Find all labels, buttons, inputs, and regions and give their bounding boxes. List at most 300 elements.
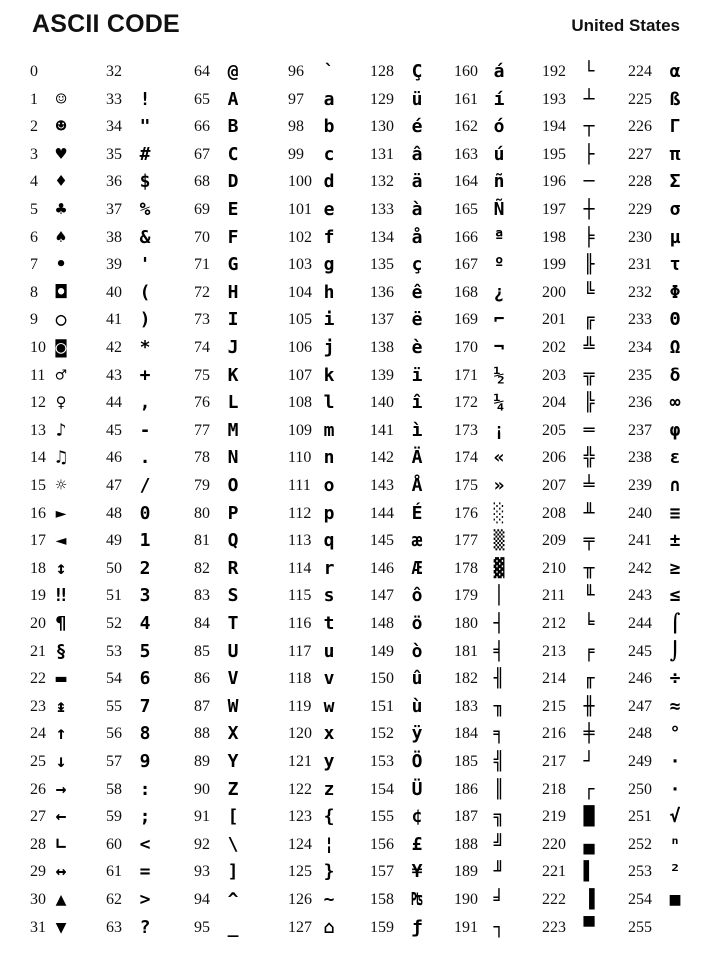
ascii-code-number: 176 bbox=[454, 504, 478, 522]
ascii-code-number: 113 bbox=[288, 532, 312, 550]
ascii-glyph: ♦ bbox=[55, 171, 67, 193]
ascii-code-number: 53 bbox=[106, 642, 122, 660]
ascii-glyph: v bbox=[323, 668, 335, 690]
ascii-glyph: : bbox=[139, 778, 151, 800]
ascii-code-number: 168 bbox=[454, 283, 478, 301]
ascii-code-number: 43 bbox=[106, 366, 122, 384]
ascii-code-number: 16 bbox=[30, 504, 46, 522]
ascii-code-number: 135 bbox=[370, 256, 394, 274]
ascii-glyph: ± bbox=[669, 530, 681, 552]
ascii-glyph: ░ bbox=[493, 502, 505, 524]
ascii-glyph: á bbox=[493, 61, 505, 82]
ascii-glyph: ≤ bbox=[669, 585, 681, 607]
ascii-glyph: ═ bbox=[583, 419, 595, 441]
ascii-code-number: 203 bbox=[542, 366, 566, 384]
ascii-glyph: ╕ bbox=[493, 723, 505, 745]
ascii-glyph: h bbox=[323, 281, 335, 303]
ascii-glyph: Θ bbox=[669, 309, 681, 331]
ascii-code-number: 217 bbox=[542, 753, 566, 770]
ascii-glyph: µ bbox=[669, 226, 681, 248]
ascii-code-number: 184 bbox=[454, 725, 478, 743]
ascii-glyph: « bbox=[493, 447, 505, 469]
ascii-glyph: ┘ bbox=[583, 751, 595, 772]
ascii-code-number: 236 bbox=[628, 394, 652, 412]
ascii-glyph: ÷ bbox=[669, 668, 681, 690]
ascii-glyph: ╤ bbox=[583, 530, 595, 552]
ascii-glyph: ╞ bbox=[583, 226, 595, 248]
ascii-code-number: 162 bbox=[454, 118, 478, 136]
ascii-glyph: I bbox=[227, 309, 239, 331]
ascii-code-number: 240 bbox=[628, 504, 652, 522]
ascii-code-number: 80 bbox=[194, 504, 210, 522]
ascii-code-number: 2 bbox=[30, 118, 38, 136]
ascii-glyph: . bbox=[139, 447, 151, 469]
ascii-glyph: 2 bbox=[139, 557, 151, 579]
ascii-code-number: 103 bbox=[288, 256, 312, 274]
ascii-code-number: 127 bbox=[288, 918, 312, 936]
ascii-code-number: 61 bbox=[106, 863, 122, 881]
ascii-code-number: 39 bbox=[106, 256, 122, 274]
ascii-code-number: 13 bbox=[30, 421, 46, 439]
ascii-glyph: ╔ bbox=[583, 309, 595, 331]
ascii-glyph: U bbox=[227, 640, 239, 662]
ascii-glyph: 7 bbox=[139, 695, 151, 717]
ascii-code-number: 155 bbox=[370, 808, 394, 826]
ascii-glyph: ► bbox=[55, 502, 67, 524]
ascii-code-number: 175 bbox=[454, 477, 478, 494]
ascii-code-number: 227 bbox=[628, 145, 652, 163]
ascii-glyph: ╝ bbox=[493, 833, 505, 855]
ascii-code-number: 62 bbox=[106, 891, 122, 908]
ascii-glyph: · bbox=[669, 751, 681, 772]
ascii-code-number: 49 bbox=[106, 532, 122, 550]
ascii-code-number: 250 bbox=[628, 780, 652, 798]
ascii-code-number: 145 bbox=[370, 532, 394, 550]
ascii-code-number: 52 bbox=[106, 615, 122, 632]
ascii-glyph: * bbox=[139, 337, 151, 358]
ascii-code-number: 252 bbox=[628, 835, 652, 853]
ascii-glyph: n bbox=[323, 447, 335, 469]
ascii-code-number: 197 bbox=[542, 201, 566, 218]
ascii-code-number: 214 bbox=[542, 670, 566, 688]
ascii-glyph: P bbox=[227, 502, 239, 524]
ascii-glyph: ≡ bbox=[669, 502, 681, 524]
ascii-glyph: ù bbox=[411, 695, 423, 717]
ascii-code-number: 208 bbox=[542, 504, 566, 522]
ascii-code-number: 67 bbox=[194, 145, 210, 163]
ascii-glyph: ╛ bbox=[493, 889, 505, 910]
ascii-glyph: V bbox=[227, 668, 239, 690]
ascii-code-number: 255 bbox=[628, 918, 652, 936]
ascii-glyph: ╟ bbox=[583, 254, 595, 276]
ascii-code-number: 33 bbox=[106, 90, 122, 108]
ascii-glyph: 5 bbox=[139, 640, 151, 662]
ascii-code-number: 109 bbox=[288, 421, 312, 439]
page-title: ASCII CODE bbox=[32, 10, 180, 38]
ascii-code-number: 187 bbox=[454, 808, 478, 826]
ascii-code-number: 110 bbox=[288, 449, 312, 467]
ascii-glyph: [ bbox=[227, 806, 239, 828]
ascii-code-number: 230 bbox=[628, 228, 652, 246]
ascii-glyph: • bbox=[55, 254, 67, 276]
ascii-code-number: 14 bbox=[30, 449, 46, 467]
ascii-code-number: 179 bbox=[454, 587, 478, 605]
ascii-code-number: 180 bbox=[454, 615, 478, 632]
ascii-glyph: ♣ bbox=[55, 199, 67, 220]
ascii-code-number: 136 bbox=[370, 283, 394, 301]
ascii-code-number: 111 bbox=[288, 477, 311, 494]
ascii-glyph: ╣ bbox=[493, 751, 505, 772]
ascii-code-number: 242 bbox=[628, 559, 652, 577]
ascii-code-number: 20 bbox=[30, 615, 46, 632]
ascii-glyph: a bbox=[323, 88, 335, 110]
ascii-glyph: T bbox=[227, 613, 239, 634]
ascii-glyph: è bbox=[411, 337, 423, 358]
ascii-glyph: ï bbox=[411, 364, 423, 386]
ascii-glyph: ☻ bbox=[55, 116, 67, 138]
ascii-glyph: \ bbox=[227, 833, 239, 855]
ascii-code-number: 142 bbox=[370, 449, 394, 467]
ascii-glyph: q bbox=[323, 530, 335, 552]
ascii-code-number: 37 bbox=[106, 201, 122, 218]
ascii-glyph: ║ bbox=[493, 778, 505, 800]
ascii-code-number: 150 bbox=[370, 670, 394, 688]
ascii-code-number: 124 bbox=[288, 835, 312, 853]
ascii-glyph: ▐ bbox=[583, 889, 595, 910]
ascii-code-number: 190 bbox=[454, 891, 478, 908]
ascii-code-number: 118 bbox=[288, 670, 312, 688]
ascii-glyph: ö bbox=[411, 613, 423, 634]
ascii-code-number: 48 bbox=[106, 504, 122, 522]
ascii-code-number: 248 bbox=[628, 725, 652, 743]
ascii-code-number: 98 bbox=[288, 118, 304, 136]
ascii-code-number: 171 bbox=[454, 366, 478, 384]
ascii-glyph: } bbox=[323, 861, 335, 883]
ascii-glyph: ; bbox=[139, 806, 151, 828]
ascii-code-number: 121 bbox=[288, 753, 312, 770]
ascii-code-number: 143 bbox=[370, 477, 394, 494]
ascii-glyph: ┌ bbox=[583, 778, 595, 800]
ascii-code-number: 165 bbox=[454, 201, 478, 218]
ascii-glyph: 4 bbox=[139, 613, 151, 634]
ascii-code-number: 28 bbox=[30, 835, 46, 853]
ascii-code-number: 51 bbox=[106, 587, 122, 605]
ascii-glyph: + bbox=[139, 364, 151, 386]
ascii-glyph: Φ bbox=[669, 281, 681, 303]
ascii-code-number: 198 bbox=[542, 228, 566, 246]
ascii-glyph: ( bbox=[139, 281, 151, 303]
ascii-glyph: ■ bbox=[669, 889, 681, 910]
ascii-code-number: 224 bbox=[628, 63, 652, 80]
ascii-code-number: 0 bbox=[30, 63, 38, 80]
ascii-code-number: 97 bbox=[288, 90, 304, 108]
ascii-code-number: 196 bbox=[542, 173, 566, 191]
ascii-glyph: C bbox=[227, 143, 239, 165]
ascii-code-number: 12 bbox=[30, 394, 46, 412]
ascii-glyph: § bbox=[55, 640, 67, 662]
ascii-glyph: # bbox=[139, 143, 151, 165]
ascii-glyph: d bbox=[323, 171, 335, 193]
ascii-glyph: Ö bbox=[411, 751, 423, 772]
ascii-glyph: w bbox=[323, 695, 335, 717]
ascii-code-number: 189 bbox=[454, 863, 478, 881]
ascii-glyph: W bbox=[227, 695, 239, 717]
ascii-code-number: 10 bbox=[30, 339, 46, 356]
ascii-code-number: 182 bbox=[454, 670, 478, 688]
ascii-code-number: 194 bbox=[542, 118, 566, 136]
ascii-glyph: M bbox=[227, 419, 239, 441]
ascii-code-number: 164 bbox=[454, 173, 478, 191]
ascii-glyph: ¥ bbox=[411, 861, 423, 883]
ascii-glyph: ○ bbox=[55, 309, 67, 331]
ascii-code-number: 107 bbox=[288, 366, 312, 384]
ascii-code-number: 25 bbox=[30, 753, 46, 770]
ascii-glyph: → bbox=[55, 778, 67, 800]
ascii-code-number: 216 bbox=[542, 725, 566, 743]
ascii-glyph: p bbox=[323, 502, 335, 524]
ascii-code-number: 166 bbox=[454, 228, 478, 246]
ascii-code-number: 237 bbox=[628, 421, 652, 439]
ascii-glyph: ▼ bbox=[55, 916, 67, 938]
ascii-glyph: ╒ bbox=[583, 640, 595, 662]
ascii-code-number: 212 bbox=[542, 615, 566, 632]
ascii-glyph: @ bbox=[227, 61, 239, 82]
ascii-glyph: ½ bbox=[493, 364, 505, 386]
ascii-code-number: 246 bbox=[628, 670, 652, 688]
ascii-glyph: ╗ bbox=[493, 806, 505, 828]
ascii-glyph: ╩ bbox=[583, 337, 595, 358]
ascii-code-number: 202 bbox=[542, 339, 566, 356]
ascii-glyph: ☼ bbox=[55, 475, 67, 496]
ascii-code-number: 183 bbox=[454, 697, 478, 715]
ascii-glyph: ▄ bbox=[583, 833, 595, 855]
ascii-glyph: é bbox=[411, 116, 423, 138]
ascii-code-number: 34 bbox=[106, 118, 122, 136]
ascii-code-number: 19 bbox=[30, 587, 46, 605]
ascii-code-number: 130 bbox=[370, 118, 394, 136]
ascii-code-number: 201 bbox=[542, 311, 566, 329]
ascii-code-number: 44 bbox=[106, 394, 122, 412]
ascii-glyph: % bbox=[139, 199, 151, 220]
ascii-code-number: 223 bbox=[542, 918, 566, 936]
ascii-code-number: 173 bbox=[454, 421, 478, 439]
ascii-glyph: ë bbox=[411, 309, 423, 331]
ascii-glyph: ╫ bbox=[583, 695, 595, 717]
ascii-glyph: α bbox=[669, 61, 681, 82]
ascii-glyph: ì bbox=[411, 419, 423, 441]
ascii-code-number: 31 bbox=[30, 918, 46, 936]
ascii-code-number: 229 bbox=[628, 201, 652, 218]
ascii-code-number: 149 bbox=[370, 642, 394, 660]
ascii-code-number: 42 bbox=[106, 339, 122, 356]
ascii-glyph: ╪ bbox=[583, 723, 595, 745]
ascii-code-number: 167 bbox=[454, 256, 478, 274]
ascii-code-number: 151 bbox=[370, 697, 394, 715]
ascii-glyph: ╦ bbox=[583, 364, 595, 386]
ascii-code-number: 72 bbox=[194, 283, 210, 301]
ascii-code-number: 114 bbox=[288, 559, 312, 577]
ascii-code-number: 119 bbox=[288, 697, 312, 715]
ascii-code-number: 174 bbox=[454, 449, 478, 467]
ascii-glyph: í bbox=[493, 88, 505, 110]
ascii-glyph: ╖ bbox=[493, 695, 505, 717]
ascii-code-number: 87 bbox=[194, 697, 210, 715]
ascii-code-number: 56 bbox=[106, 725, 122, 743]
ascii-code-number: 210 bbox=[542, 559, 566, 577]
ascii-code-number: 75 bbox=[194, 366, 210, 384]
ascii-glyph: · bbox=[669, 778, 681, 800]
ascii-glyph: 8 bbox=[139, 723, 151, 745]
ascii-glyph: ¬ bbox=[493, 337, 505, 358]
ascii-code-number: 249 bbox=[628, 753, 652, 770]
ascii-code-number: 207 bbox=[542, 477, 566, 494]
ascii-glyph: ♫ bbox=[55, 447, 67, 469]
ascii-glyph: ↨ bbox=[55, 695, 67, 717]
ascii-code-number: 129 bbox=[370, 90, 394, 108]
ascii-code-number: 112 bbox=[288, 504, 312, 522]
ascii-code-number: 131 bbox=[370, 145, 394, 163]
ascii-glyph: 3 bbox=[139, 585, 151, 607]
ascii-code-number: 239 bbox=[628, 477, 652, 494]
ascii-code-number: 92 bbox=[194, 835, 210, 853]
ascii-glyph: { bbox=[323, 806, 335, 828]
ascii-glyph: o bbox=[323, 475, 335, 496]
ascii-glyph: º bbox=[493, 254, 505, 276]
ascii-glyph: D bbox=[227, 171, 239, 193]
ascii-glyph: ^ bbox=[227, 889, 239, 910]
ascii-glyph: y bbox=[323, 751, 335, 772]
ascii-code-number: 156 bbox=[370, 835, 394, 853]
ascii-code-number: 225 bbox=[628, 90, 652, 108]
ascii-glyph: ↕ bbox=[55, 557, 67, 579]
ascii-code-number: 84 bbox=[194, 615, 210, 632]
ascii-glyph: ┬ bbox=[583, 116, 595, 138]
ascii-code-number: 163 bbox=[454, 145, 478, 163]
ascii-code-number: 186 bbox=[454, 780, 478, 798]
ascii-code-number: 120 bbox=[288, 725, 312, 743]
ascii-glyph: ◘ bbox=[55, 281, 67, 303]
ascii-code-number: 104 bbox=[288, 283, 312, 301]
ascii-glyph: ┐ bbox=[493, 916, 505, 938]
ascii-code-number: 253 bbox=[628, 863, 652, 881]
ascii-glyph: g bbox=[323, 254, 335, 276]
ascii-glyph: ▬ bbox=[55, 668, 67, 690]
ascii-code-number: 30 bbox=[30, 891, 46, 908]
ascii-glyph: Æ bbox=[411, 557, 423, 579]
ascii-glyph: Ç bbox=[411, 61, 423, 82]
ascii-code-number: 93 bbox=[194, 863, 210, 881]
ascii-glyph: ╚ bbox=[583, 281, 595, 303]
ascii-glyph: ú bbox=[493, 143, 505, 165]
ascii-glyph: ₧ bbox=[411, 889, 423, 910]
ascii-code-number: 82 bbox=[194, 559, 210, 577]
ascii-glyph: ª bbox=[493, 226, 505, 248]
ascii-glyph: , bbox=[139, 392, 151, 414]
ascii-glyph: ¡ bbox=[493, 419, 505, 441]
ascii-code-number: 38 bbox=[106, 228, 122, 246]
ascii-code-number: 233 bbox=[628, 311, 652, 329]
ascii-code-number: 85 bbox=[194, 642, 210, 660]
ascii-glyph: ◄ bbox=[55, 530, 67, 552]
ascii-code-number: 21 bbox=[30, 642, 46, 660]
ascii-glyph: ÿ bbox=[411, 723, 423, 745]
ascii-glyph: ⌂ bbox=[323, 916, 335, 938]
ascii-glyph: ╠ bbox=[583, 392, 595, 414]
ascii-glyph: ← bbox=[55, 806, 67, 828]
ascii-glyph: < bbox=[139, 833, 151, 855]
ascii-code-number: 95 bbox=[194, 918, 210, 936]
ascii-glyph: ▀ bbox=[583, 916, 595, 938]
ascii-code-number: 133 bbox=[370, 201, 394, 218]
ascii-code-number: 235 bbox=[628, 366, 652, 384]
ascii-glyph: ▓ bbox=[493, 557, 505, 579]
ascii-glyph: σ bbox=[669, 199, 681, 220]
ascii-code-number: 117 bbox=[288, 642, 312, 660]
ascii-glyph: ╘ bbox=[583, 613, 595, 634]
ascii-glyph: O bbox=[227, 475, 239, 496]
ascii-glyph: ┴ bbox=[583, 88, 595, 110]
ascii-glyph: ƒ bbox=[411, 916, 423, 938]
ascii-code-number: 81 bbox=[194, 532, 210, 550]
ascii-code-number: 101 bbox=[288, 201, 312, 218]
ascii-code-number: 220 bbox=[542, 835, 566, 853]
ascii-glyph: N bbox=[227, 447, 239, 469]
ascii-glyph: ╡ bbox=[493, 640, 505, 662]
ascii-glyph: ▒ bbox=[493, 530, 505, 552]
ascii-code-number: 205 bbox=[542, 421, 566, 439]
ascii-code-number: 40 bbox=[106, 283, 122, 301]
ascii-glyph: ☺ bbox=[55, 88, 67, 110]
ascii-glyph: " bbox=[139, 116, 151, 138]
ascii-code-number: 238 bbox=[628, 449, 652, 467]
ascii-code-number: 88 bbox=[194, 725, 210, 743]
ascii-glyph: ↓ bbox=[55, 751, 67, 772]
ascii-code-number: 6 bbox=[30, 228, 38, 246]
ascii-glyph: ┤ bbox=[493, 613, 505, 634]
ascii-glyph: ♪ bbox=[55, 419, 67, 441]
ascii-code-number: 100 bbox=[288, 173, 312, 191]
ascii-glyph: z bbox=[323, 778, 335, 800]
ascii-glyph: ¢ bbox=[411, 806, 423, 828]
ascii-glyph: ╬ bbox=[583, 447, 595, 469]
ascii-glyph: F bbox=[227, 226, 239, 248]
ascii-code-number: 244 bbox=[628, 615, 652, 632]
ascii-code-number: 47 bbox=[106, 477, 122, 494]
ascii-code-number: 234 bbox=[628, 339, 652, 356]
ascii-code-number: 8 bbox=[30, 283, 38, 301]
ascii-code-number: 105 bbox=[288, 311, 312, 329]
ascii-glyph: L bbox=[227, 392, 239, 414]
ascii-glyph: _ bbox=[227, 916, 239, 938]
ascii-code-number: 181 bbox=[454, 642, 478, 660]
ascii-glyph: ├ bbox=[583, 143, 595, 165]
ascii-glyph: £ bbox=[411, 833, 423, 855]
ascii-glyph: = bbox=[139, 861, 151, 883]
ascii-code-number: 185 bbox=[454, 753, 478, 770]
ascii-glyph: ê bbox=[411, 281, 423, 303]
ascii-code-number: 15 bbox=[30, 477, 46, 494]
ascii-glyph: ¶ bbox=[55, 613, 67, 634]
ascii-glyph: > bbox=[139, 889, 151, 910]
ascii-code-number: 79 bbox=[194, 477, 210, 494]
ascii-glyph: ¿ bbox=[493, 281, 505, 303]
ascii-code-number: 141 bbox=[370, 421, 394, 439]
ascii-code-number: 211 bbox=[542, 587, 566, 605]
ascii-glyph: S bbox=[227, 585, 239, 607]
ascii-code-number: 64 bbox=[194, 63, 210, 80]
ascii-glyph: ] bbox=[227, 861, 239, 883]
ascii-glyph: ╙ bbox=[583, 585, 595, 607]
